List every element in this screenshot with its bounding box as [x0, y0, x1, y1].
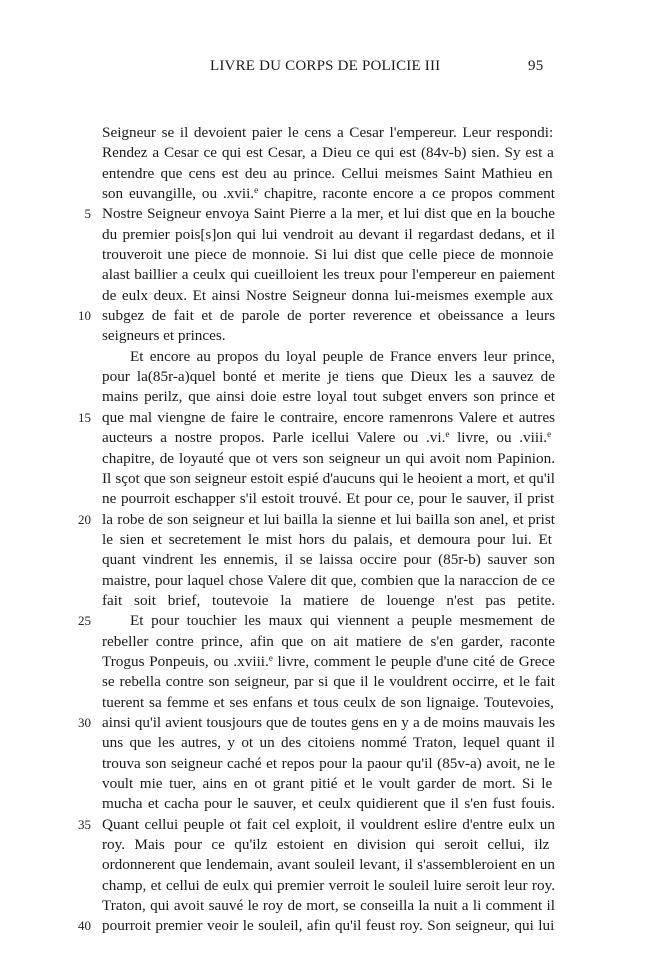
line-text: Seigneur se il devoient paier le cens a Cesar l'empereur. Leur respondi:: [102, 124, 554, 141]
text-line: [75, 143, 555, 163]
text-line: [75, 611, 555, 631]
text-line: [75, 449, 555, 469]
line-text: trouveroit une piece de monnoie. Si lui dist que celle piece de monnoie: [102, 246, 554, 264]
line-text: son euvangille, ou .xvii.$^e$ chapitre, raconte encore a ce propos comment: [102, 185, 555, 203]
text-line: [75, 469, 555, 489]
text-line: [75, 245, 555, 265]
text-line: [75, 530, 555, 550]
line-number: 15: [78, 409, 91, 425]
text-line: [75, 225, 555, 245]
text-line: [75, 693, 555, 713]
line-number: 10: [78, 308, 91, 324]
text-line: [75, 184, 555, 204]
text-line: [75, 123, 555, 143]
text-line: [75, 387, 555, 407]
line-text: quant vindrent les ennemis, il se laissa occire pour (85r-b) sauver son: [102, 551, 555, 569]
line-text: Il sçot que son seigneur estoit espié d'aucuns qui le heoient a mort, et qu'il: [102, 469, 555, 487]
line-text: Et pour touchier les maux qui viennent a peuple mesmement de: [130, 612, 555, 630]
line-text: se rebella contre son seigneur, par si que il le vouldrent occirre, et le fait: [102, 673, 555, 691]
line-text: le sien et secretement le mist hors du palais, et demoura pour lui. Et: [102, 530, 553, 548]
text-line: [75, 510, 555, 530]
text-line: [75, 367, 555, 387]
line-number: 20: [78, 511, 91, 527]
line-text: de eulx deux. Et ainsi Nostre Seigneur donna lui-meismes exemple aux: [102, 286, 554, 304]
line-text: ordonnerent que lendemain, avant souleil levant, il s'assembleroient en un: [102, 856, 555, 874]
line-number: 30: [78, 714, 91, 730]
line-text: mucha et cacha pour le sauver, et ceulx quidierent que il s'en fust fouis.: [102, 795, 555, 813]
line-text: chapitre, de loyauté que ot vers son seigneur un qui avoit nom Papinion.: [102, 449, 555, 467]
text-line: [75, 286, 555, 306]
line-number: 5: [84, 206, 91, 222]
line-text: du premier pois[s]on qui lui vendroit au devant il regardast dedans, et il: [102, 225, 555, 243]
text-line: [75, 815, 555, 835]
text-line: [75, 571, 555, 591]
line-text: Traton, qui avoit sauvé le roy de mort, se conseilla la nuit a li comment il: [102, 897, 555, 915]
text-line: [75, 632, 555, 652]
text-line: [75, 652, 555, 672]
line-text: fait soit brief, toutevoie la matiere de louenge n'est pas petite.: [102, 591, 555, 609]
line-number: 35: [78, 816, 91, 832]
text-line: [75, 164, 555, 184]
running-title: LIVRE DU CORPS DE POLICIE III: [210, 58, 441, 74]
text-line: [75, 896, 555, 916]
text-line: [75, 876, 555, 896]
line-text: Rendez a Cesar ce qui est Cesar, a Dieu ce qui est (84v-b) sien. Sy est a: [102, 144, 554, 162]
text-line: [75, 855, 555, 875]
line-text: ne pourroit eschapper s'il estoit trouvé. Et pour ce, pour le sauver, il prist: [102, 490, 555, 508]
line-text: champ, et cellui de eulx qui premier verroit le souleil luire seroit leur roy.: [102, 876, 555, 894]
text-line: [75, 672, 555, 692]
line-text: maistre, pour laquel chose Valere dit que, combien que la naraccion de ce: [102, 571, 555, 589]
text-line: [75, 306, 555, 326]
text-line: [75, 347, 555, 367]
line-text: rebeller contre prince, afin que on ait matiere de s'en garder, raconte: [102, 632, 555, 650]
line-text: pourroit premier veoir le souleil, afin qu'il feust roy. Son seigneur, qui lui: [102, 917, 555, 935]
line-text: alast baillier a ceulx qui cueilloient les treux pour l'empereur en paiement: [102, 266, 555, 284]
line-text: voult mie tuer, ains en ot grant pitié et le voult garder de mort. Si le: [102, 775, 553, 792]
text-line: [75, 326, 555, 346]
line-text: roy. Mais pour ce qu'ilz estoient en division qui seroit cellui, ilz: [102, 836, 550, 854]
text-line: [75, 754, 555, 774]
text-line: [75, 774, 555, 794]
text-line: [75, 428, 555, 448]
line-text: tuerent sa femme et ses enfans et tous ceulx de son lignaige. Toutevoies,: [102, 693, 554, 711]
text-line: [75, 489, 555, 509]
line-text: Quant cellui peuple ot fait cel exploit, il vouldrent eslire d'entre eulx un: [102, 815, 555, 833]
text-line: [75, 835, 555, 855]
text-line: [75, 591, 555, 611]
line-text: que mal viengne de faire le contraire, encore ramenrons Valere et autres: [102, 408, 555, 426]
text-line: [75, 408, 555, 428]
line-text: pour la(85r-a)quel bonté et merite je tiens que Dieux les a sauvez de: [102, 368, 555, 386]
line-text: ainsi qu'il avient tousjours que de toutes gens en y a de moins mauvais les: [102, 713, 555, 731]
line-text: trouva son seigneur caché et repos pour la paour qu'il (85v-a) avoit, ne le: [102, 754, 555, 772]
page-number: 95: [528, 58, 544, 74]
text-line: [75, 733, 555, 753]
line-text: Nostre Seigneur envoya Saint Pierre a la mer, et lui dist que en la bouche: [102, 205, 555, 223]
line-number: 25: [78, 613, 91, 629]
line-text: uns que les autres, y ot un des citoiens nommé Traton, lequel quant il: [102, 734, 555, 752]
body-text: [75, 123, 555, 937]
line-text: seigneurs et princes.: [102, 327, 226, 345]
line-text: Trogus Ponpeuis, ou .xviii.$^e$ livre, comment le peuple d'une cité de Grece: [102, 652, 556, 670]
line-text: mains perilz, que ainsi doie estre loyal tout subget envers son prince et: [102, 388, 555, 406]
text-line: [75, 794, 555, 814]
text-line: [75, 550, 555, 570]
text-line: [75, 713, 555, 733]
line-text: aucteurs a nostre propos. Parle icellui Valere ou .vi.$^e$ livre, ou .viii.$^e$: [102, 429, 552, 447]
line-number: 40: [78, 918, 91, 934]
line-text: la robe de son seigneur et lui bailla la sienne et lui bailla son anel, et prist: [102, 510, 555, 528]
line-text: subgez de fait et de parole de porter reverence et obeissance a leurs: [102, 307, 555, 325]
text-line: [75, 265, 555, 285]
text-line: [75, 916, 555, 936]
line-text: Et encore au propos du loyal peuple de France envers leur prince,: [130, 347, 555, 365]
text-line: [75, 204, 555, 224]
line-text: entendre que cens est deu au prince. Cellui meismes Saint Mathieu en: [102, 164, 553, 182]
